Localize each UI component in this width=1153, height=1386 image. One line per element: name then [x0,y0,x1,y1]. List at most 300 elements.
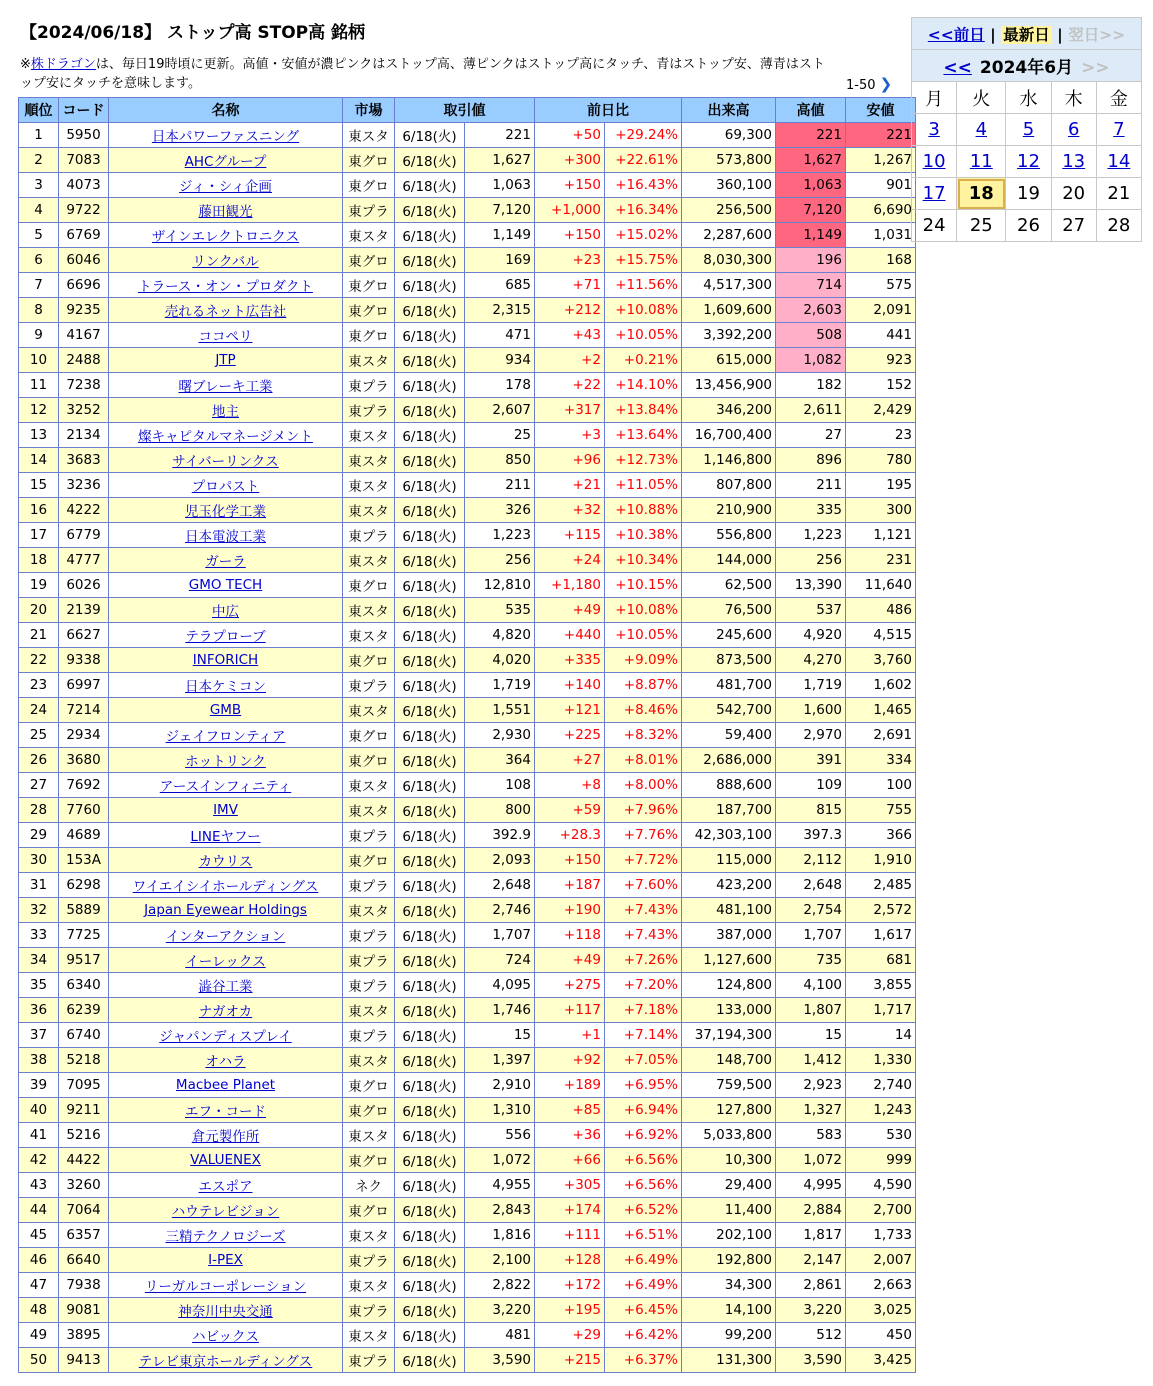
name-cell [109,1348,343,1373]
market-cell: 東グロ [343,298,395,323]
chevron-right-icon[interactable]: ❯ [879,75,893,93]
date-cell: 6/18(火) [395,898,465,923]
rank-cell: 13 [19,423,59,448]
change-pct-cell: +6.45% [605,1298,682,1323]
stock-name-link[interactable]: プロパスト [191,479,260,495]
stock-name-link[interactable]: ナガオカ [198,1004,253,1020]
rank-cell: 28 [19,798,59,823]
name-cell [109,598,343,623]
change-pct-cell: +10.08% [605,298,682,323]
stock-name-link[interactable]: 日本パワーファスニング [151,129,300,145]
name-cell [109,373,343,398]
stock-name-link[interactable]: カウリス [198,854,253,870]
change-cell: +28.3 [535,823,605,848]
high-cell: 109 [776,773,846,798]
change-cell: +2 [535,348,605,373]
change-pct-cell: +6.49% [605,1248,682,1273]
stock-name-link[interactable]: ジャパンディスプレイ [159,1029,292,1045]
price-cell: 1,149 [465,223,535,248]
market-cell: 東グロ [343,1098,395,1123]
high-cell: 537 [776,598,846,623]
rank-cell: 18 [19,548,59,573]
change-cell: +96 [535,448,605,473]
stock-name-link[interactable]: GMO TECH [188,577,263,593]
stock-name-link[interactable]: リーガルコーポレーション [144,1279,307,1295]
change-cell: +172 [535,1273,605,1298]
change-pct-cell: +14.10% [605,373,682,398]
volume-cell: 115,000 [682,848,776,873]
volume-cell: 481,100 [682,898,776,923]
stock-name-link[interactable]: 日本電波工業 [185,529,266,545]
change-cell: +49 [535,948,605,973]
rank-cell: 22 [19,648,59,673]
date-cell: 6/18(火) [395,1073,465,1098]
high-cell: 3,220 [776,1298,846,1323]
market-cell: 東プラ [343,1248,395,1273]
stock-name-link[interactable]: INFORICH [192,652,259,668]
low-cell: 780 [846,448,916,473]
price-cell: 1,627 [465,148,535,173]
price-cell: 800 [465,798,535,823]
volume-cell: 192,800 [682,1248,776,1273]
low-cell: 3,855 [846,973,916,998]
change-pct-cell: +7.60% [605,873,682,898]
rank-cell: 21 [19,623,59,648]
stock-name-link[interactable]: アースインフィニティ [159,779,292,795]
table-row [19,623,916,648]
name-cell [109,973,343,998]
table-row [19,923,916,948]
change-pct-cell: +7.14% [605,1023,682,1048]
name-cell [109,998,343,1023]
calendar-day-cell [1051,146,1096,178]
table-row [19,773,916,798]
low-cell: 1,602 [846,673,916,698]
market-cell: 東スタ [343,448,395,473]
calendar-day-cell [1096,146,1141,178]
calendar-day-link[interactable]: 14 [1107,151,1131,172]
date-cell: 6/18(火) [395,348,465,373]
market-cell: 東プラ [343,1023,395,1048]
table-row [19,148,916,173]
change-cell: +305 [535,1173,605,1198]
change-cell: +335 [535,648,605,673]
table-row [19,1048,916,1073]
price-cell: 3,590 [465,1348,535,1373]
name-cell [109,923,343,948]
prev-day-link[interactable]: <<前日 [927,25,985,44]
stock-name-link[interactable]: 藤田観光 [198,204,253,220]
price-cell: 364 [465,748,535,773]
col-low: 安値 [846,98,916,123]
change-cell: +85 [535,1098,605,1123]
change-pct-cell: +7.43% [605,898,682,923]
price-cell: 1,072 [465,1148,535,1173]
date-cell: 6/18(火) [395,223,465,248]
price-cell: 934 [465,348,535,373]
calendar-day-link[interactable]: 6 [1067,119,1080,140]
calendar-day-link[interactable]: 7 [1113,119,1125,140]
rank-cell: 38 [19,1048,59,1073]
change-cell: +189 [535,1073,605,1098]
code-cell: 5950 [59,123,109,148]
stock-name-link[interactable]: IMV [213,802,238,818]
calendar-week [912,146,1142,178]
stock-name-link[interactable]: Macbee Planet [175,1077,276,1093]
market-cell: 東グロ [343,723,395,748]
high-cell: 397.3 [776,823,846,848]
table-row [19,198,916,223]
stock-name-link[interactable]: 児玉化学工業 [185,504,266,520]
stock-name-link[interactable]: ハビックス [192,1329,259,1345]
code-cell: 7760 [59,798,109,823]
rank-cell: 5 [19,223,59,248]
name-cell [109,323,343,348]
date-cell: 6/18(火) [395,748,465,773]
name-cell [109,1023,343,1048]
name-cell [109,748,343,773]
note-prefix: ※ [20,57,31,72]
change-cell: +275 [535,973,605,998]
change-cell: +150 [535,848,605,873]
stock-name-link[interactable]: LINEヤフー [190,829,261,845]
stock-name-link[interactable]: ワイエイシイホールディングス [132,879,319,895]
date-cell: 6/18(火) [395,723,465,748]
volume-cell: 62,500 [682,573,776,598]
stock-name-link[interactable]: トラース・オン・プロダクト [138,279,313,295]
high-cell: 256 [776,548,846,573]
volume-cell: 13,456,900 [682,373,776,398]
stock-name-link[interactable]: JTP [215,352,236,368]
low-cell: 2,691 [846,723,916,748]
price-cell: 326 [465,498,535,523]
high-cell: 583 [776,1123,846,1148]
name-cell [109,898,343,923]
low-cell: 11,640 [846,573,916,598]
stock-name-link[interactable]: 売れるネット広告社 [164,304,287,320]
market-cell: 東スタ [343,898,395,923]
high-cell: 1,817 [776,1223,846,1248]
low-cell: 681 [846,948,916,973]
stock-name-link[interactable]: イーレックス [185,954,266,970]
rank-cell: 2 [19,148,59,173]
low-cell: 4,590 [846,1173,916,1198]
high-cell: 1,600 [776,698,846,723]
stock-name-link[interactable]: 三精テクノロジーズ [165,1229,286,1245]
table-row [19,1248,916,1273]
market-cell: 東グロ [343,173,395,198]
code-cell: 9517 [59,948,109,973]
date-cell: 6/18(火) [395,1098,465,1123]
stock-name-link[interactable]: ホットリンク [185,754,266,770]
market-cell: 東プラ [343,923,395,948]
price-cell: 2,910 [465,1073,535,1098]
date-cell: 6/18(火) [395,573,465,598]
name-cell [109,1148,343,1173]
calendar-day-link[interactable]: 3 [928,119,940,140]
rank-cell: 26 [19,748,59,773]
calendar-day: 24 [912,210,957,242]
code-cell: 9413 [59,1348,109,1373]
calendar-day: 27 [1051,210,1096,242]
low-cell: 999 [846,1148,916,1173]
low-cell: 168 [846,248,916,273]
market-cell: 東グロ [343,273,395,298]
table-row [19,1223,916,1248]
change-cell: +22 [535,373,605,398]
name-cell [109,548,343,573]
stock-name-link[interactable]: 中広 [212,604,239,620]
change-pct-cell: +7.20% [605,973,682,998]
low-cell: 6,690 [846,198,916,223]
code-cell: 3252 [59,398,109,423]
low-cell: 195 [846,473,916,498]
weekday-label: 火 [957,82,1006,114]
stock-name-link[interactable]: 日本ケミコン [185,679,266,695]
change-pct-cell: +6.95% [605,1073,682,1098]
volume-cell: 76,500 [682,598,776,623]
calendar-day-link[interactable]: 12 [1017,151,1040,172]
code-cell: 9235 [59,298,109,323]
change-cell: +140 [535,673,605,698]
stock-name-link[interactable]: テラプローブ [185,629,266,645]
stock-name-link[interactable]: ココペリ [198,329,253,345]
table-row [19,573,916,598]
rank-cell: 19 [19,573,59,598]
change-pct-cell: +6.94% [605,1098,682,1123]
low-cell: 1,121 [846,523,916,548]
price-cell: 556 [465,1123,535,1148]
table-row [19,1148,916,1173]
rank-cell: 34 [19,948,59,973]
calendar-day: 25 [957,210,1006,242]
code-cell: 4222 [59,498,109,523]
change-cell: +3 [535,423,605,448]
stock-name-link[interactable]: テレビ東京ホールディングス [138,1354,313,1370]
date-cell: 6/18(火) [395,873,465,898]
name-cell [109,173,343,198]
stock-name-link[interactable]: リンクバル [192,254,259,270]
rank-cell: 39 [19,1073,59,1098]
low-cell: 4,515 [846,623,916,648]
stock-name-link[interactable]: エフ・コード [185,1104,266,1120]
code-cell: 6997 [59,673,109,698]
code-cell: 7725 [59,923,109,948]
name-cell [109,223,343,248]
table-row [19,948,916,973]
volume-cell: 573,800 [682,148,776,173]
market-cell: 東プラ [343,523,395,548]
change-pct-cell: +6.52% [605,1198,682,1223]
name-cell [109,698,343,723]
low-cell: 755 [846,798,916,823]
table-row [19,898,916,923]
change-cell: +111 [535,1223,605,1248]
prev-month-link[interactable]: << [943,58,972,78]
stock-name-link[interactable]: オハラ [205,1054,246,1070]
calendar-day-link[interactable]: 17 [922,183,946,204]
stock-name-link[interactable]: エスポア [198,1179,253,1195]
market-cell: 東スタ [343,348,395,373]
change-pct-cell: +7.72% [605,848,682,873]
change-pct-cell: +22.61% [605,148,682,173]
high-cell: 2,884 [776,1198,846,1223]
calendar-day-link[interactable]: 5 [1022,119,1035,140]
stock-name-link[interactable]: Japan Eyewear Holdings [144,902,307,918]
code-cell: 5216 [59,1123,109,1148]
change-cell: +71 [535,273,605,298]
table-row [19,348,916,373]
calendar-day-link[interactable]: 11 [969,151,993,172]
name-cell [109,1198,343,1223]
stock-name-link[interactable]: I-PEX [208,1252,243,1268]
rank-cell: 24 [19,698,59,723]
change-pct-cell: +11.05% [605,473,682,498]
table-row [19,1173,916,1198]
rank-cell: 44 [19,1198,59,1223]
volume-cell: 542,700 [682,698,776,723]
date-cell: 6/18(火) [395,473,465,498]
volume-cell: 144,000 [682,548,776,573]
weekday-label: 月 [912,82,957,114]
code-cell: 6357 [59,1223,109,1248]
code-cell: 5889 [59,898,109,923]
market-cell: 東スタ [343,1123,395,1148]
stock-name-link[interactable]: インターアクション [165,929,286,945]
table-row [19,1198,916,1223]
stock-name-link[interactable]: 澁谷工業 [198,979,253,995]
market-cell: 東スタ [343,223,395,248]
volume-cell: 3,392,200 [682,323,776,348]
change-cell: +187 [535,873,605,898]
rank-cell: 27 [19,773,59,798]
change-pct-cell: +8.87% [605,673,682,698]
market-cell: 東グロ [343,1148,395,1173]
price-cell: 1,223 [465,523,535,548]
stock-name-link[interactable]: サイバーリンクス [172,454,279,470]
stock-name-link[interactable]: ジェイフロンティア [165,729,286,745]
market-cell: 東プラ [343,373,395,398]
change-pct-cell: +6.56% [605,1148,682,1173]
table-row [19,648,916,673]
rank-cell: 36 [19,998,59,1023]
date-cell: 6/18(火) [395,1198,465,1223]
volume-cell: 360,100 [682,173,776,198]
calendar-day-cell [957,114,1006,146]
change-pct-cell: +10.34% [605,548,682,573]
price-cell: 850 [465,448,535,473]
change-cell: +121 [535,698,605,723]
stock-name-link[interactable]: GMB [209,702,242,718]
code-cell: 6779 [59,523,109,548]
volume-cell: 2,686,000 [682,748,776,773]
stock-name-link[interactable]: 地主 [212,404,239,420]
market-cell: 東プラ [343,398,395,423]
price-cell: 481 [465,1323,535,1348]
volume-cell: 148,700 [682,1048,776,1073]
price-cell: 3,220 [465,1298,535,1323]
name-cell [109,648,343,673]
date-cell: 6/18(火) [395,548,465,573]
code-cell: 7214 [59,698,109,723]
price-cell: 108 [465,773,535,798]
calendar-day-link[interactable]: 13 [1062,151,1086,172]
code-cell: 6627 [59,623,109,648]
volume-cell: 16,700,400 [682,423,776,448]
high-cell: 2,923 [776,1073,846,1098]
code-cell: 6239 [59,998,109,1023]
change-pct-cell: +13.84% [605,398,682,423]
table-row [19,298,916,323]
stock-name-link[interactable]: ジィ・シィ企画 [179,179,272,195]
high-cell: 335 [776,498,846,523]
code-cell: 2934 [59,723,109,748]
date-cell: 6/18(火) [395,1248,465,1273]
market-cell: 東プラ [343,873,395,898]
stock-name-link[interactable]: 燦キャピタルマネージメント [138,429,313,445]
high-cell: 3,590 [776,1348,846,1373]
change-pct-cell: +16.43% [605,173,682,198]
low-cell: 3,425 [846,1348,916,1373]
stock-name-link[interactable]: ザインエレクトロニクス [151,229,300,245]
change-pct-cell: +12.73% [605,448,682,473]
name-cell [109,1248,343,1273]
price-cell: 535 [465,598,535,623]
date-cell: 6/18(火) [395,523,465,548]
change-cell: +43 [535,323,605,348]
stock-name-link[interactable]: ガーラ [205,554,246,570]
market-cell: 東スタ [343,123,395,148]
stock-name-link[interactable]: VALUENEX [190,1152,261,1168]
rank-cell: 3 [19,173,59,198]
date-cell: 6/18(火) [395,273,465,298]
calendar-day-cell [1006,114,1051,146]
name-cell [109,148,343,173]
name-cell [109,848,343,873]
market-cell: 東グロ [343,848,395,873]
stock-name-link[interactable]: 倉元製作所 [191,1129,260,1145]
low-cell: 3,760 [846,648,916,673]
low-cell: 2,007 [846,1248,916,1273]
calendar-day-link[interactable]: 4 [975,119,988,140]
low-cell: 1,617 [846,923,916,948]
high-cell: 896 [776,448,846,473]
kabu-dragon-link[interactable]: 株ドラゴン [30,57,96,72]
stop-high-table [18,97,916,1373]
calendar-day-link[interactable]: 10 [922,151,946,172]
change-cell: +24 [535,548,605,573]
rank-cell: 49 [19,1323,59,1348]
stock-name-link[interactable]: 曙ブレーキ工業 [178,379,273,395]
date-cell: 6/18(火) [395,1048,465,1073]
change-cell: +1,000 [535,198,605,223]
calendar-day-cell [957,146,1006,178]
weekday-label: 金 [1096,82,1141,114]
name-cell [109,798,343,823]
stock-name-link[interactable]: ハウテレビジョン [171,1204,280,1220]
date-cell: 6/18(火) [395,1123,465,1148]
rank-cell: 30 [19,848,59,873]
stock-name-link[interactable]: AHCグループ [184,154,267,170]
date-cell: 6/18(火) [395,623,465,648]
volume-cell: 873,500 [682,648,776,673]
price-cell: 1,746 [465,998,535,1023]
stock-name-link[interactable]: 神奈川中央交通 [178,1304,273,1320]
date-cell: 6/18(火) [395,848,465,873]
date-cell: 6/18(火) [395,248,465,273]
date-cell: 6/18(火) [395,448,465,473]
high-cell: 1,063 [776,173,846,198]
